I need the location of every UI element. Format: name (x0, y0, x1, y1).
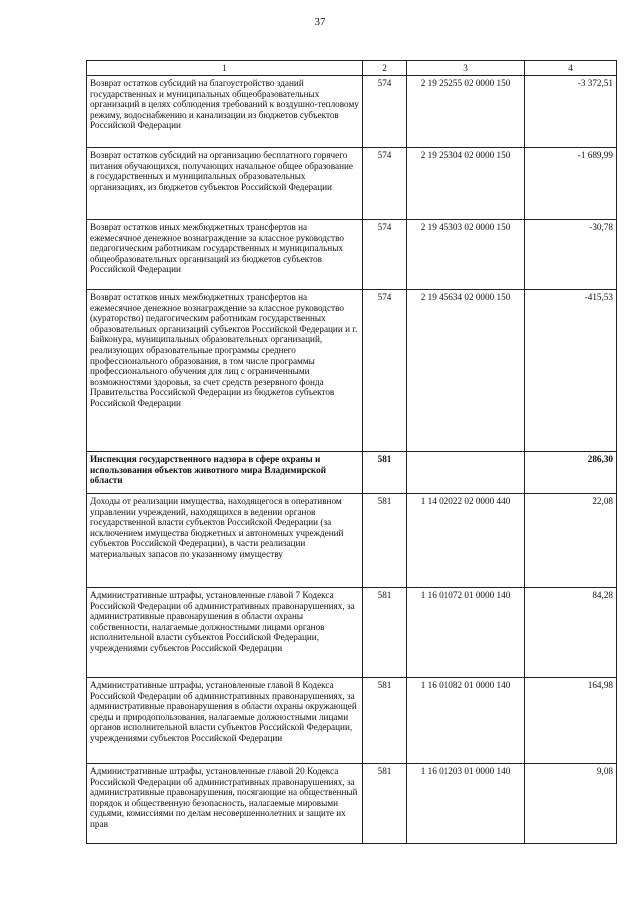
budget-class-code-cell: 1 16 01203 01 0000 140 (407, 764, 525, 844)
budget-class-code-cell: 2 19 45303 02 0000 150 (407, 220, 525, 290)
table-row (87, 452, 617, 494)
admin-code-cell: 581 (363, 764, 407, 844)
budget-class-code-cell: 2 19 45634 02 0000 150 (407, 290, 525, 452)
income-name-cell: Административные штрафы, установленные главой 7 Кодекса Российской Федерации об административных правонарушениях, за административные правонарушения в области охраны собственности, налагаемые должностными лицами органов исполнительной власти субъектов Российской Федерации, учреждениями субъектов Российской Федерации (87, 588, 363, 678)
budget-class-code-cell: 1 16 01072 01 0000 140 (407, 588, 525, 678)
column-number-row (87, 61, 617, 76)
admin-code-cell: 574 (363, 76, 407, 148)
income-name-cell: Доходы от реализации имущества, находящегося в оперативном управлении учреждений, находящихся в ведении органов государственной власти субъектов Российской Федерации (за исключением имущества бюджетных и автономных учреждений субъектов Российской Федерации), в части реализации материальных запасов по указанному имуществу (87, 494, 363, 588)
budget-class-code-cell: 1 14 02022 02 0000 440 (407, 494, 525, 588)
income-name-cell: Административные штрафы, установленные главой 8 Кодекса Российской Федерации об административных правонарушениях, за административные правонарушения в области охраны окружающей среды и природопользования, налагаемые должностными лицами органов исполнительной власти субъектов Российской Федерации, учреждениями субъектов Российской Федерации (87, 678, 363, 764)
admin-code-cell: 574 (363, 220, 407, 290)
budget-class-code-cell: 2 19 25304 02 0000 150 (407, 148, 525, 220)
amount-cell: 84,28 (525, 588, 617, 678)
column-number: 3 (407, 61, 525, 76)
page-number: 37 (314, 16, 326, 28)
income-name-cell: Возврат остатков иных межбюджетных трансфертов на ежемесячное денежное вознаграждение за классное руководство педагогическим работникам государственных и муниципальных общеобразовательных организаций из бюджетов субъектов Российской Федерации (87, 220, 363, 290)
income-name-cell: Возврат остатков субсидий на благоустройство зданий государственных и муниципальных общеобразовательных организаций в целях соблюдения требований к воздушно-тепловому режиму, водоснабжению и канализации из бюджетов субъектов Российской Федерации (87, 76, 363, 148)
budget-table (86, 60, 617, 844)
income-name-cell: Возврат остатков иных межбюджетных трансфертов на ежемесячное денежное вознаграждение за классное руководство (кураторство) педагогическим работникам государственных образовательных организаций субъектов Российской Федерации и г. Байконура, муниципальных образовательных организаций, реализующих образовательные программы среднего профессионального образования, в том числе программы профессионального обучения для лиц с ограниченными возможностями здоровья, за счет средств резервного фонда Правительства Российской Федерации из бюджетов субъектов Российской Федерации (87, 290, 363, 452)
income-name-cell: Инспекция государственного надзора в сфере охраны и использования объектов животного мира Владимирской области (87, 452, 363, 494)
table-row (87, 764, 617, 844)
table-row (87, 494, 617, 588)
admin-code-cell: 581 (363, 494, 407, 588)
income-name-cell: Административные штрафы, установленные главой 20 Кодекса Российской Федерации об административных правонарушениях, за административные правонарушения, посягающие на общественный порядок и общественную безопасность, налагаемые мировыми судьями, комиссиями по делам несовершеннолетних и защите их прав (87, 764, 363, 844)
budget-class-code-cell: 2 19 25255 02 0000 150 (407, 76, 525, 148)
amount-cell: 22,08 (525, 494, 617, 588)
amount-cell: -3 372,51 (525, 76, 617, 148)
admin-code-cell: 574 (363, 148, 407, 220)
budget-class-code-cell (407, 452, 525, 494)
column-number: 2 (363, 61, 407, 76)
admin-code-cell: 581 (363, 452, 407, 494)
table-row (87, 148, 617, 220)
amount-cell: -30,78 (525, 220, 617, 290)
amount-cell: 286,30 (525, 452, 617, 494)
table-row (87, 290, 617, 452)
income-name-cell: Возврат остатков субсидий на организацию бесплатного горячего питания обучающихся, получающих начальное общее образование в государственных и муниципальных образовательных организациях, из бюджетов субъектов Российской Федерации (87, 148, 363, 220)
table-row (87, 76, 617, 148)
table-row (87, 220, 617, 290)
table-row (87, 588, 617, 678)
amount-cell: -415,53 (525, 290, 617, 452)
column-number: 1 (87, 61, 363, 76)
admin-code-cell: 581 (363, 678, 407, 764)
column-number: 4 (525, 61, 617, 76)
budget-class-code-cell: 1 16 01082 01 0000 140 (407, 678, 525, 764)
admin-code-cell: 574 (363, 290, 407, 452)
amount-cell: 164,98 (525, 678, 617, 764)
table-row (87, 678, 617, 764)
amount-cell: 9,08 (525, 764, 617, 844)
admin-code-cell: 581 (363, 588, 407, 678)
amount-cell: -1 689,99 (525, 148, 617, 220)
